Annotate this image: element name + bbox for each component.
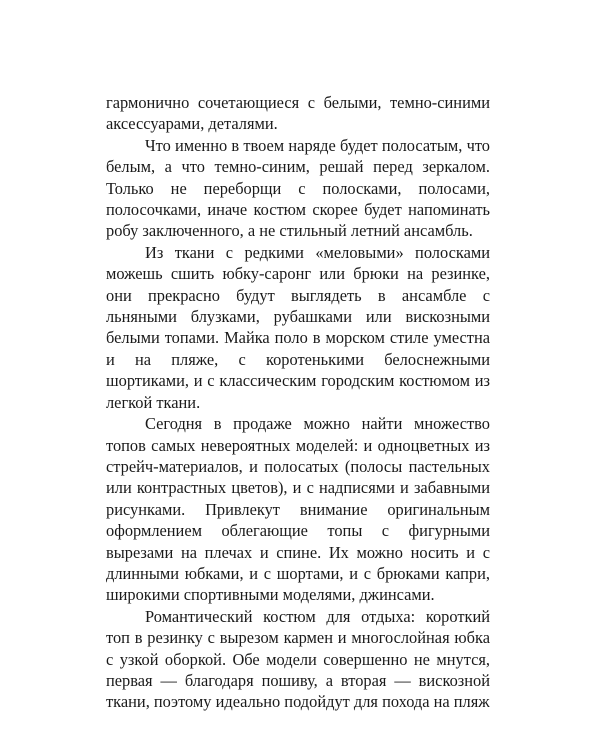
paragraph-romantic-costume: Романтический костюм для отдыха: короткий топ в резинку с вырезом кармен и многослойная юбка с узкой оборкой. Обе модели совершенно не мнутся, первая — благодаря пошиву, а вторая — вискозной ткани, поэтому идеально подойдут для похода на пляж [106, 606, 490, 712]
paragraph-chalk-stripes: Из ткани с редкими «меловыми» полосками можешь сшить юбку-саронг или брюки на резинке, они прекрасно будут выглядеть в ансамбле с льняными блузками, рубашками или вискозными белыми топами. Майка поло в морском стиле уместна и на пляже, с коротенькими белоснежными шортиками, и с классическим городским костюмом из легкой ткани. [106, 242, 490, 412]
paragraph-continuation: гармонично сочетающиеся с белыми, темно-синими аксессуарами, деталями. [106, 93, 490, 134]
paragraph-tops: Сегодня в продаже можно найти множество топов самых невероятных моделей: и одноцветных из стрейч-материалов, и полосатых (полосы пастельных или контрастных цветов), и с надписями и забавными рисунками. Привлекут внимание оригинальным оформлением облегающие топы с фигурными вырезами на плечах и спине. Их можно носить и с длинными юбками, и с шортами, и с брюками капри, широкими спортивными моделями, джинсами. [106, 414, 490, 605]
document-page [106, 92, 490, 713]
paragraph-striped-outfit: Что именно в твоем наряде будет полосатым, что белым, а что темно-синим, решай перед зеркалом. Только не переборщи с полосками, полосами, полосочками, иначе костюм скорее будет напоминать робу заключенного, а не стильный летний ансамбль. [106, 135, 490, 241]
